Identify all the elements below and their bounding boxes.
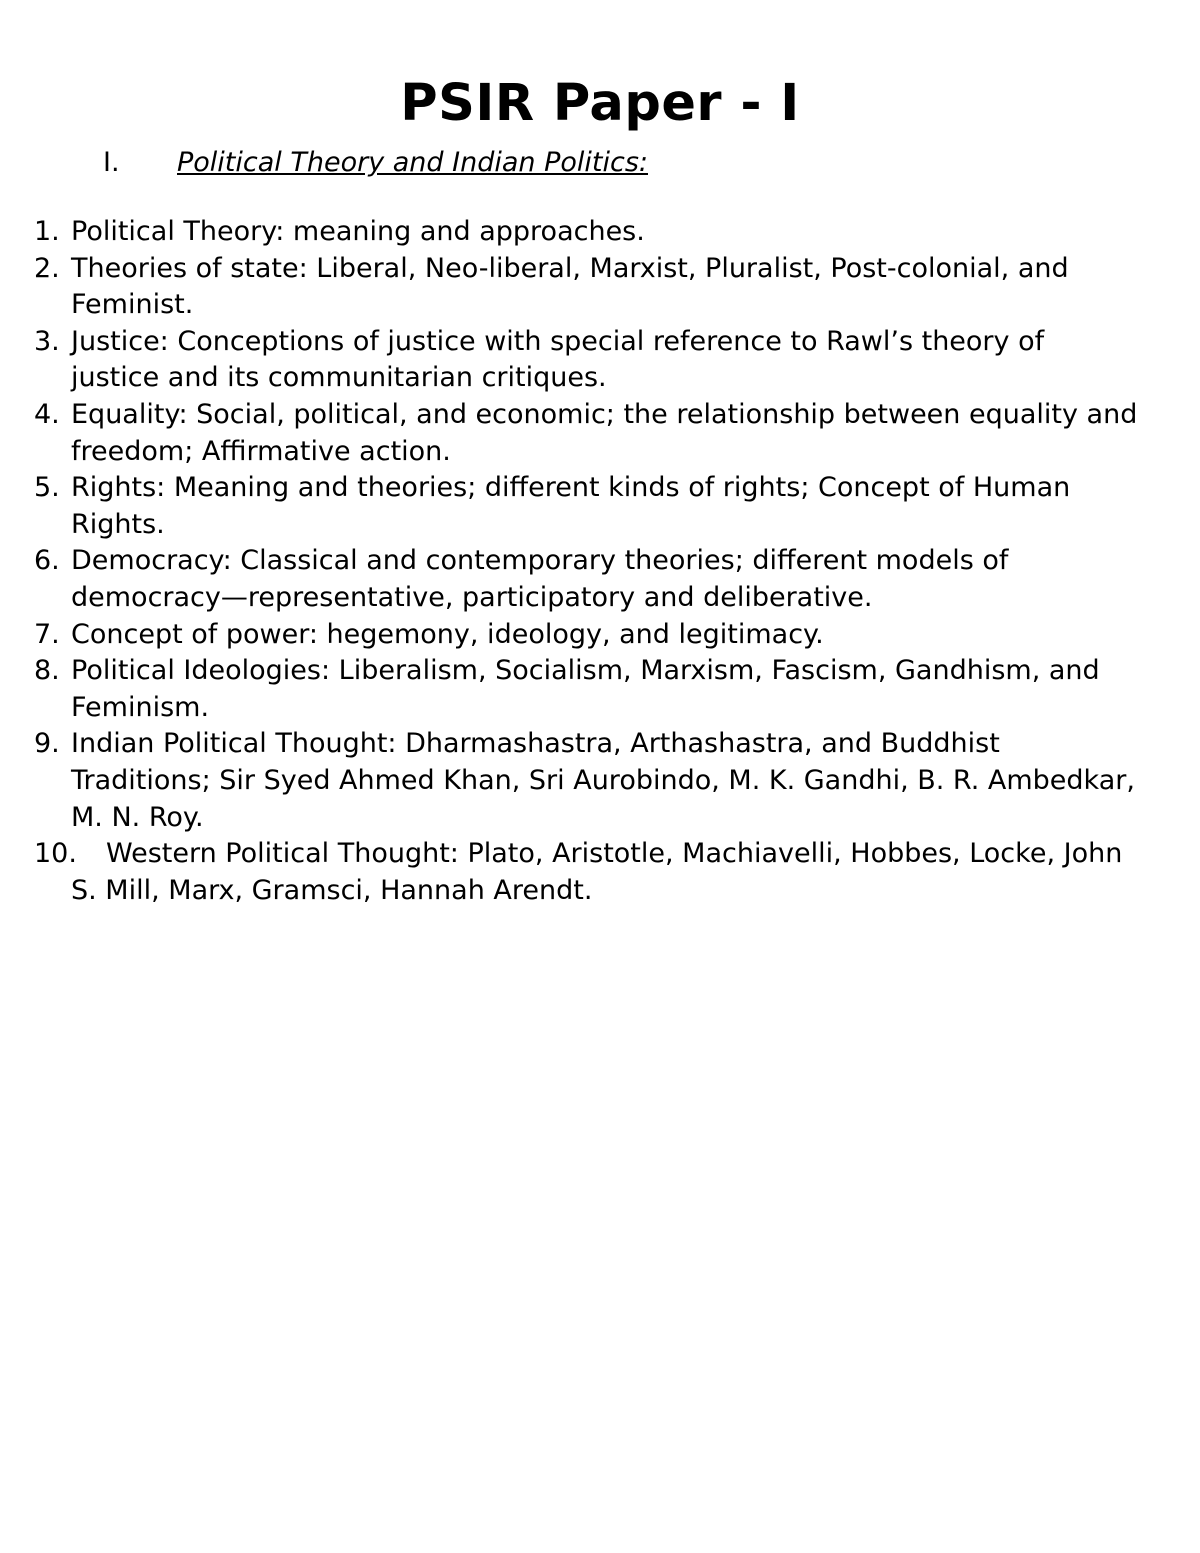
item-number: 3.	[34, 325, 60, 357]
section-heading	[103, 145, 648, 181]
list-item	[0, 617, 1200, 654]
section-title: Political Theory and Indian Politics:	[177, 147, 648, 178]
syllabus-list	[0, 214, 1200, 909]
item-text: Western Political Thought: Plato, Aristotle, Machiavelli, Hobbes, Locke, John S. Mill, Marx, Gramsci, Hannah Arendt.	[71, 838, 1123, 906]
item-text: Concept of power: hegemony, ideology, and legitimacy.	[71, 618, 824, 650]
item-number: 7.	[34, 618, 60, 650]
section-number: I.	[103, 147, 120, 178]
list-item	[0, 470, 1200, 543]
item-number: 2.	[34, 252, 60, 284]
item-text: Theories of state: Liberal, Neo-liberal, Marxist, Pluralist, Post-colonial, and Feminist.	[71, 252, 1069, 321]
list-item	[0, 397, 1200, 470]
item-number: 5.	[34, 472, 60, 504]
page-title: PSIR Paper - I	[400, 74, 800, 133]
item-text: Democracy: Classical and contemporary theories; different models of democracy—representative, participatory and deliberative.	[71, 545, 1009, 613]
list-item	[0, 251, 1200, 324]
item-text: Political Theory: meaning and approaches.	[71, 216, 645, 247]
list-item	[0, 214, 1200, 251]
list-item	[0, 836, 1200, 909]
item-number: 8.	[34, 655, 60, 687]
list-item	[0, 324, 1200, 397]
item-text: Justice: Conceptions of justice with special reference to Rawl’s theory of justice and its communitarian critiques.	[71, 325, 1045, 394]
item-number: 1.	[34, 216, 60, 247]
list-item	[0, 726, 1200, 836]
list-item	[0, 543, 1200, 616]
item-text: Equality: Social, political, and economic; the relationship between equality and freedom; Affirmative action.	[71, 398, 1138, 467]
list-item	[0, 653, 1200, 726]
item-text: Rights: Meaning and theories; different kinds of rights; Concept of Human Rights.	[71, 472, 1071, 540]
item-text: Political Ideologies: Liberalism, Socialism, Marxism, Fascism, Gandhism, and Feminism.	[71, 655, 1100, 723]
item-text: Indian Political Thought: Dharmashastra, Arthashastra, and Buddhist Traditions; Sir Syed Ahmed Khan, Sri Aurobindo, M. K. Gandhi, B. R. Ambedkar, M. N. Roy.	[71, 728, 1135, 833]
item-number: 9.	[34, 728, 60, 760]
item-number: 6.	[34, 545, 60, 577]
item-number: 10.	[34, 838, 77, 870]
item-number: 4.	[34, 398, 60, 430]
